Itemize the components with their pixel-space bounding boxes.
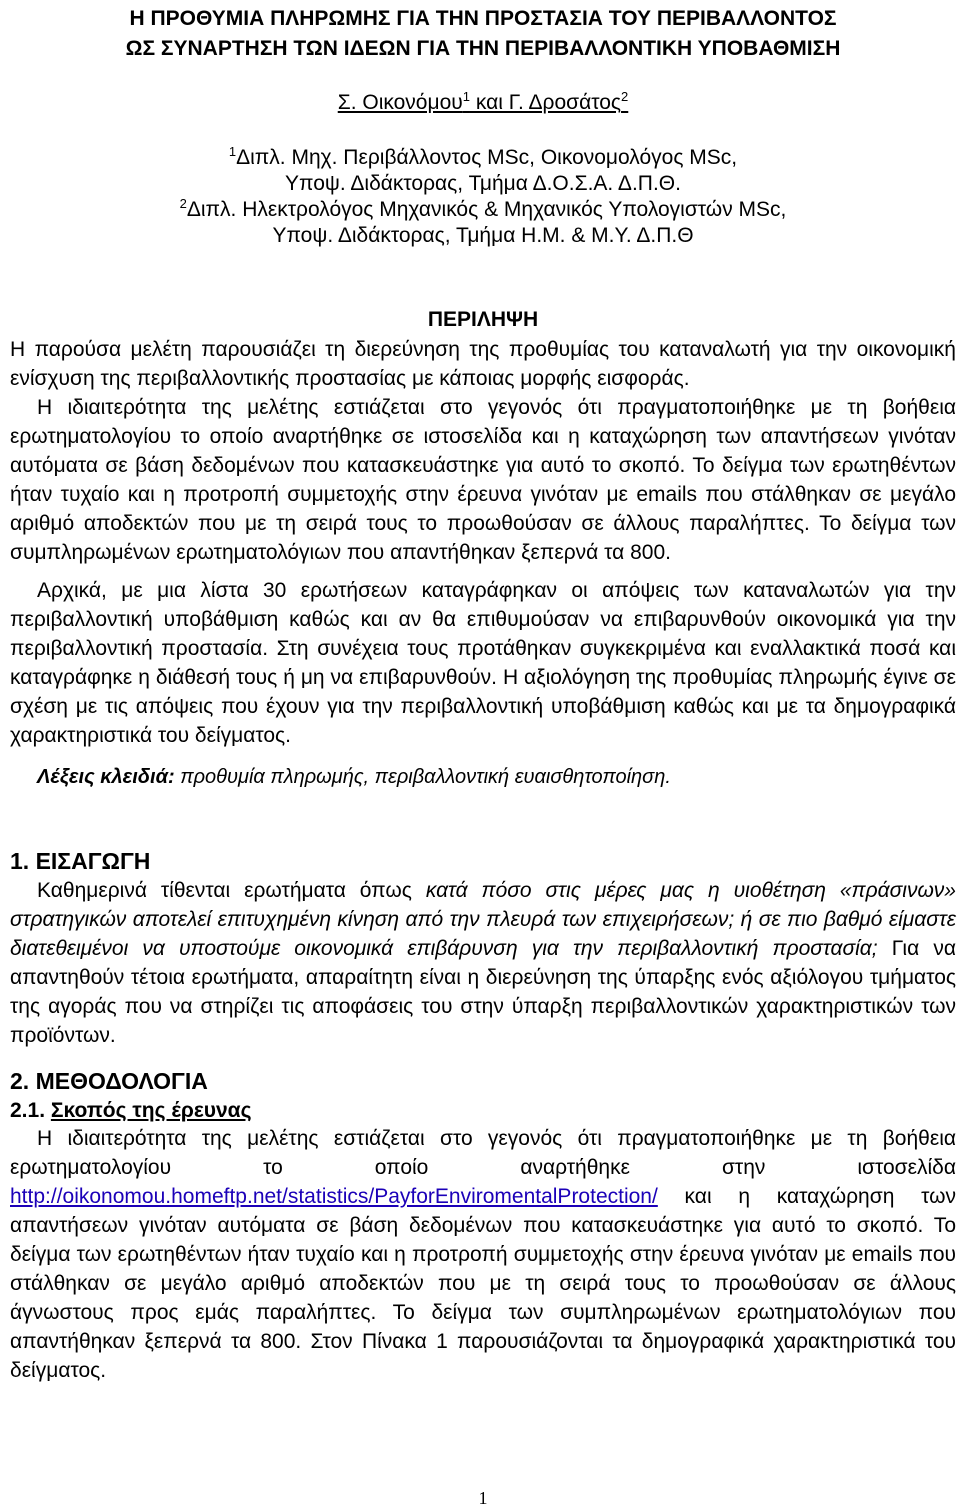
intro-rest: Για να απαντηθούν τέτοια ερωτήματα, απαραίτητη είναι η διερεύνηση της ύπαρξης ενός αξιόλογου τμήματος της αγοράς που να στηρίζει τις αποφάσεις του στην ύπαρξη περιβαλλοντικών χαρακτηριστικών των προϊόντων.: [10, 937, 956, 1047]
subsection-title: Σκοπός της έρευνας: [50, 1099, 252, 1122]
keywords-value: προθυμία πληρωμής, περιβαλλοντική ευαισθητοποίηση.: [174, 766, 671, 788]
affil-2-line-2: Υποψ. Διδάκτορας, Τμήμα Η.Μ. & Μ.Υ. Δ.Π.Θ: [272, 224, 694, 247]
keywords-label: Λέξεις κλειδιά:: [37, 766, 175, 788]
intro-question: κατά πόσο στις μέρες μας η υιοθέτηση «πράσινων» στρατηγικών αποτελεί επιτυχημένη κίνηση από την πλευρά των επιχειρήσεων; ή σε πιο βαθμό είμαστε διατεθειμένοι να υποστούμε οικονομικά επιβάρυνση για την περιβαλλοντική προστασία;: [10, 879, 956, 960]
abstract-paragraph-1: Η παρούσα μελέτη παρουσιάζει τη διερεύνηση της προθυμίας του καταναλωτή για την οικονομική ενίσχυση της περιβαλλοντικής προστασίας με κάποιας μορφής εισφοράς.: [10, 338, 956, 390]
author-1: Σ. Οικονόμου: [337, 91, 463, 114]
affil-1-line-2: Υποψ. Διδάκτορας, Τμήμα Δ.Ο.Σ.Α. Δ.Π.Θ.: [285, 172, 681, 195]
affil-1-sup: 1: [228, 144, 237, 159]
affil-2-line-1: Διπλ. Ηλεκτρολόγος Μηχανικός & Μηχανικός Υπολογιστών MSc,: [186, 198, 787, 221]
section-heading-methodology: 2. ΜΕΘΟΔΟΛΟΓΙΑ: [10, 1068, 208, 1094]
author-2: και Γ. Δροσάτος: [469, 91, 622, 114]
author-2-sup: 2: [621, 89, 629, 104]
author-line: [10, 90, 956, 116]
affil-2-sup: 2: [179, 196, 187, 211]
section-heading-introduction: 1. ΕΙΣΑΓΩΓΗ: [10, 848, 151, 874]
paper-title: [10, 4, 956, 64]
keywords: [37, 766, 671, 789]
title-line-2: ΩΣ ΣΥΝΑΡΤΗΣΗ ΤΩΝ ΙΔΕΩΝ ΓΙΑ ΤΗΝ ΠΕΡΙΒΑΛΛΟΝΤΙΚΗ ΥΠΟΒΑΘΜΙΣΗ: [125, 37, 841, 60]
abstract-paragraph-3: Αρχικά, με μια λίστα 30 ερωτήσεων καταγράφηκαν οι απόψεις των καταναλωτών για την περιβαλλοντική υποβάθμιση καθώς και αν θα επιθυμούσαν να επιβαρυνθούν οικονομικά για την περιβαλλοντική προστασία. Στη συνέχεια τους προτάθηκαν συγκεκριμένα και εναλλακτικά ποσά και καταγράφηκε η διάθεσή τους ή μη να επιβαρυνθούν. Η αξιολόγηση της προθυμίας πληρωμής έγινε σε σχέση με τις απόψεις που έχουν για την περιβαλλοντική υποβάθμιση καθώς και με τα δημογραφικά χαρακτηριστικά του δείγματος.: [10, 579, 956, 747]
methodology-paragraph: [10, 1124, 956, 1385]
method-lead: Η ιδιαιτερότητα της μελέτης εστιάζεται στο γεγονός ότι πραγματοποιήθηκε με τη βοήθεια ερωτηματολογίου το οποίο αναρτήθηκε στην ιστοσελίδα: [10, 1127, 956, 1179]
subsection-heading: [10, 1099, 252, 1123]
affiliations: [10, 145, 956, 249]
introduction-paragraph: [10, 876, 956, 1050]
intro-lead: Καθημερινά τίθενται ερωτήματα όπως: [37, 879, 426, 902]
survey-url-link[interactable]: http://oikonomou.homeftp.net/statistics/PayforEnviromentalProtection/: [10, 1185, 658, 1208]
affil-1-line-1: Διπλ. Μηχ. Περιβάλλοντος MSc, Οικονομολόγος MSc,: [236, 146, 738, 169]
page-number: 1: [478, 1488, 488, 1508]
method-rest: και η καταχώρηση των απαντήσεων γινόταν αυτόματα σε βάση δεδομένων που κατασκευάστηκε για αυτό το σκοπό. Το δείγμα των ερωτηθέντων ήταν τυχαίο και η προτροπή συμμετοχής στην έρευνα γινόταν με emails που στάλθηκαν σε μεγάλο αριθμό αποδεκτών που με τη σειρά τους το προωθούσαν σε άλλους άγνωστους προς εμάς παραλήπτες. Το δείγμα των συμπληρωμένων ερωτηματολόγιων που απαντήθηκαν ξεπερνά τα 800. Στον Πίνακα 1 παρουσιάζονται τα δημογραφικά χαρακτηριστικά του δείγματος.: [10, 1185, 956, 1382]
abstract-heading: ΠΕΡΙΛΗΨΗ: [427, 308, 539, 331]
title-line-1: Η ΠΡΟΘΥΜΙΑ ΠΛΗΡΩΜΗΣ ΓΙΑ ΤΗΝ ΠΡΟΣΤΑΣΙΑ ΤΟΥ ΠΕΡΙΒΑΛΛΟΝΤΟΣ: [129, 7, 837, 30]
abstract-paragraph-2: Η ιδιαιτερότητα της μελέτης εστιάζεται στο γεγονός ότι πραγματοποιήθηκε με τη βοήθεια ερωτηματολογίου το οποίο αναρτήθηκε σε ιστοσελίδα και η καταχώρηση των απαντήσεων γινόταν αυτόματα σε βάση δεδομένων που κατασκευάστηκε για αυτό το σκοπό. Το δείγμα των ερωτηθέντων ήταν τυχαίο και η προτροπή συμμετοχής στην έρευνα γινόταν με emails που στάλθηκαν σε μεγάλο αριθμό αποδεκτών που με τη σειρά τους το προωθούσαν σε άλλους παραλήπτες. Το δείγμα των συμπληρωμένων ερωτηματολόγιων που απαντήθηκαν ξεπερνά τα 800.: [10, 396, 956, 564]
author-1-sup: 1: [462, 89, 470, 104]
subsection-number: 2.1.: [10, 1099, 46, 1122]
